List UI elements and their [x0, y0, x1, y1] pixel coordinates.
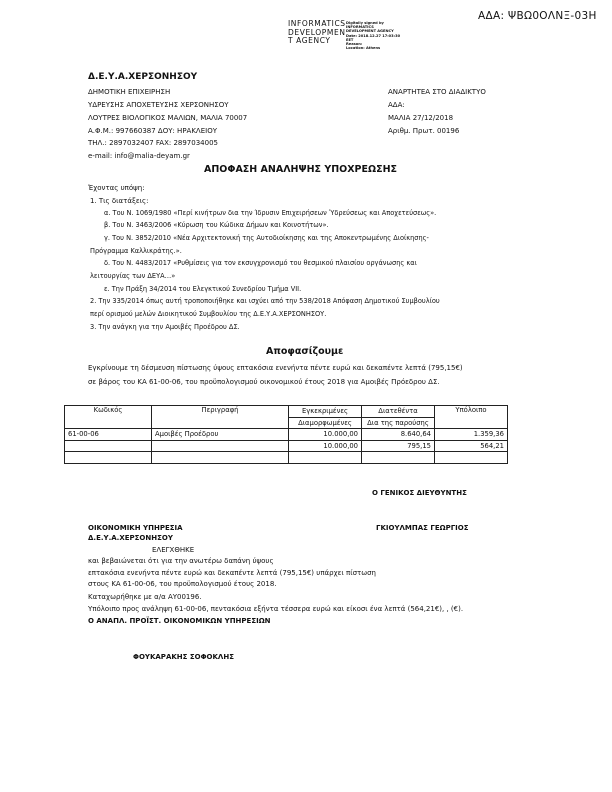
post-online-note: ΑΝΑΡΤΗΤΕΑ ΣΤΟ ΔΙΑΔΙΚΤΥΟ [388, 88, 486, 96]
law-e: ε. Την Πράξη 34/2014 του Ελεγκτικού Συνεδρίου Τμήμα VII. [104, 285, 302, 293]
intro-text: Έχοντας υπόψη: [88, 184, 145, 192]
org-line: ΛΟΥΤΡΕΣ ΒΙΟΛΟΓΙΚΟΣ ΜΑΛΙΩΝ, ΜΑΛΙΑ 70007 [88, 114, 248, 122]
finance-line: επτακόσια ενενήντα πέντε ευρώ και δεκαπέντε λεπτά (795,15€) υπάρχει πίστωση [88, 569, 376, 577]
registration-line: Καταχωρήθηκε με α/α ΑΥ00196. [88, 593, 202, 601]
cell-code [65, 440, 152, 452]
doc-date: ΜΑΛΙΑ 27/12/2018 [388, 114, 454, 122]
sig-detail: Reason: [346, 42, 363, 47]
sig-detail: Digitally signed by [346, 21, 384, 25]
checked-label: ΕΛΕΓΧΘΗΚΕ [152, 546, 195, 554]
document-title: ΑΠΟΦΑΣΗ ΑΝΑΛΗΨΗΣ ΥΠΟΧΡΕΩΣΗΣ [204, 164, 398, 175]
org-name: Δ.Ε.Υ.Α.ΧΕΡΣΟΝΗΣΟΥ [88, 72, 198, 82]
col-header-approved: Εγκεκριμένες [289, 406, 362, 418]
law-c: γ. Του Ν. 3852/2010 «Νέα Αρχιτεκτονική της Αυτοδιοίκησης και της Αποκεντρωμένης Διοίκησης- [104, 234, 429, 242]
col-header-description: Περιγραφή [152, 406, 289, 429]
general-director-title: Ο ΓΕΝΙΚΟΣ ΔΙΕΥΘΥΝΤΗΣ [372, 489, 467, 497]
law-b: β. Του Ν. 3463/2006 «Κύρωση του Κώδικα Δήμων και Κοινοτήτων». [104, 221, 329, 229]
remaining-line: Υπόλοιπο προς ανάληψη 61-00-06, πεντακόσια εξήντα τέσσερα ευρώ και είκοσι ένα λεπτά (564,21€), , (€). [88, 605, 464, 613]
table-row [65, 440, 508, 452]
org-phone: ΤΗΛ.: 2897032407 FAX: 2897034005 [88, 139, 218, 147]
col-header-balance: Υπόλοιπο [435, 406, 508, 429]
consideration-2-cont: περί ορισμού μελών Διοικητικού Συμβουλίου της Δ.Ε.Υ.Α.ΧΕΡΣΟΝΗΣΟΥ. [90, 310, 327, 318]
approve-line-1: Εγκρίνουμε τη δέσμευση πίστωσης ύψους επτακόσια ενενήντα πέντε ευρώ και δεκαπέντε λεπτά (795,15€) [88, 364, 463, 372]
stamp-line: T AGENCY [288, 36, 331, 45]
col-subheader-formed: Διαμορφωμένες [289, 417, 362, 429]
deputy-title: Ο ΑΝΑΠΛ. ΠΡΟΪΣΤ. ΟΙΚΟΝΟΜΙΚΩΝ ΥΠΗΡΕΣΙΩΝ [88, 617, 271, 625]
table-row [65, 452, 508, 464]
ada-code: ΑΔΑ: ΨΒΩ0ΟΛΝΞ-03Η [478, 10, 597, 22]
table-row [65, 429, 508, 441]
cell-description [152, 440, 289, 452]
finance-director-name: ΓΚΙΟΥΛΜΠΑΣ ΓΕΩΡΓΙΟΣ [376, 524, 469, 532]
deputy-name: ΦΟΥΚΑΡΑΚΗΣ ΣΟΦΟΚΛΗΣ [133, 653, 234, 661]
budget-table [64, 405, 508, 464]
org-line: ΥΔΡΕΥΣΗΣ ΑΠΟΧΕΤΕΥΣΗΣ ΧΕΡΣΟΝΗΣΟΥ [88, 101, 229, 109]
cell-allocated: 795,15 [362, 440, 435, 452]
consideration-1: 1. Τις διατάξεις: [90, 197, 149, 205]
cell-description: Αμοιβές Προέδρου [152, 429, 289, 441]
law-d: δ. Του Ν. 4483/2017 «Ρυθμίσεις για τον εκσυγχρονισμό του θεσμικού πλαισίου οργάνωσης και [104, 259, 417, 267]
law-c-cont: Πρόγραμμα Καλλικράτης.». [90, 247, 182, 255]
cell-code: 61-00-06 [65, 429, 152, 441]
org-afm: Α.Φ.Μ.: 997660387 ΔΟΥ: ΗΡΑΚΛΕΙΟΥ [88, 127, 217, 135]
cell-balance: 564,21 [435, 440, 508, 452]
sig-detail: DEVELOPMENT AGENCY [346, 29, 394, 34]
signature-details [346, 21, 400, 50]
finance-org: Δ.Ε.Υ.Α.ΧΕΡΣΟΝΗΣΟΥ [88, 534, 173, 542]
consideration-3: 3. Την ανάγκη για την Αμοιβές Προέδρου ΔΣ. [90, 323, 240, 331]
org-line: ΔΗΜΟΤΙΚΗ ΕΠΙΧΕΙΡΗΣΗ [88, 88, 171, 96]
ada-label: ΑΔΑ: [388, 101, 405, 109]
protocol-number: Αριθμ. Πρωτ. 00196 [388, 127, 460, 135]
law-d-cont: λειτουργίας των ΔΕΥΑ…» [90, 272, 176, 280]
consideration-2: 2. Την 335/2014 όπως αυτή τροποποιήθηκε και ισχύει από την 538/2018 Απόφαση Δημοτικού Συμβουλίου [90, 297, 440, 305]
finance-line: και βεβαιώνεται ότι για την ανωτέρω δαπάνη ύψους [88, 557, 274, 565]
cell-approved: 10.000,00 [289, 440, 362, 452]
col-header-code: Κωδικός [65, 406, 152, 429]
table-header-row [65, 406, 508, 418]
sig-detail: INFORMATICS [346, 25, 374, 30]
finance-line: στους ΚΑ 61-00-06, του προϋπολογισμού έτους 2018. [88, 580, 277, 588]
cell-approved: 10.000,00 [289, 429, 362, 441]
sig-detail: Date: 2018.12.27 17:03:30 [346, 33, 401, 38]
law-a: α. Του Ν. 1069/1980 «Περί κινήτρων δια την Ίδρυσιν Επιχειρήσεων Ύδρεύσεως και Αποχετεύσεως». [104, 209, 437, 217]
col-header-allocated: Διατεθέντα [362, 406, 435, 418]
decision-title: Αποφασίζουμε [266, 346, 344, 357]
col-subheader-present: Δια της παρούσης [362, 417, 435, 429]
signature-stamp [288, 20, 346, 46]
sig-detail: Location: Athens [346, 46, 381, 51]
approve-line-2: σε βάρος του ΚΑ 61-00-06, του προϋπολογισμού οικονομικού έτους 2018 για Αμοιβές Πρόεδρου ΔΣ. [88, 378, 440, 386]
finance-service-title: ΟΙΚΟΝΟΜΙΚΗ ΥΠΗΡΕΣΙΑ [88, 524, 183, 532]
sig-detail: EET [346, 37, 354, 42]
cell-allocated: 8.640,64 [362, 429, 435, 441]
stamp-line: INFORMATICS [288, 19, 346, 28]
stamp-line: DEVELOPMEN [288, 27, 346, 37]
cell-balance: 1.359,36 [435, 429, 508, 441]
org-email: e-mail: info@malia-deyam.gr [88, 152, 190, 160]
